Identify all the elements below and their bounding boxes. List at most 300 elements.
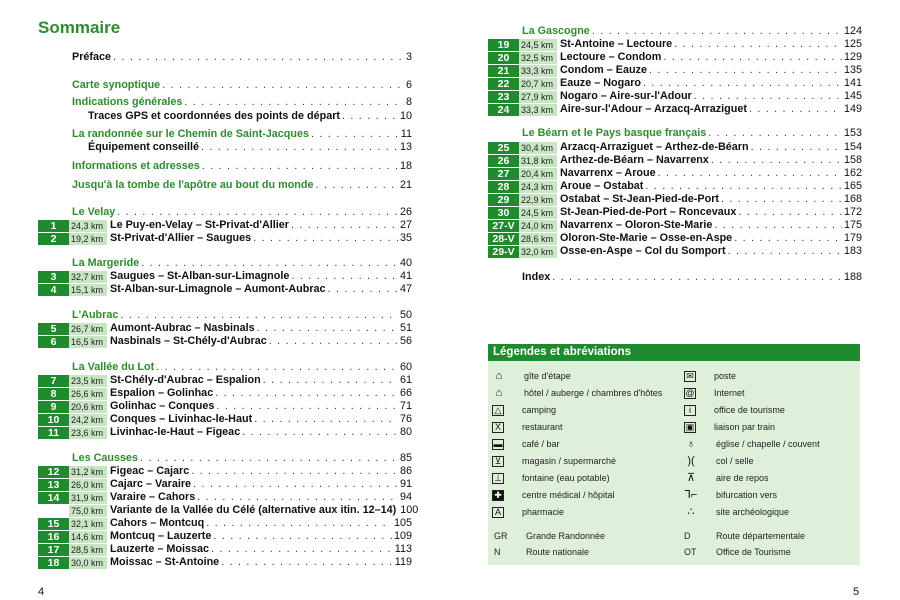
stage-number-badge: 27-V bbox=[488, 220, 519, 232]
abbreviation-text: Route départementale bbox=[716, 531, 806, 541]
stage-distance: 14,6 km bbox=[69, 531, 107, 543]
stage-distance: 24,3 km bbox=[69, 220, 107, 232]
stage-distance: 23,5 km bbox=[69, 375, 107, 387]
dot-leader bbox=[658, 167, 842, 180]
toc-entry-label: Eauze – Nogaro bbox=[560, 77, 641, 89]
toc-section-row[interactable] bbox=[38, 79, 412, 92]
dot-leader bbox=[263, 374, 398, 387]
toc-stage-row[interactable] bbox=[38, 335, 412, 348]
toc-entry-label: Préface bbox=[72, 51, 112, 63]
toc-page-number: 41 bbox=[399, 270, 412, 282]
toc-page-number: 61 bbox=[399, 374, 412, 386]
house-outline-icon: ⌂ bbox=[495, 387, 503, 399]
toc-entry-label: Lauzerte – Moissac bbox=[110, 543, 210, 555]
toc-entry-label: Moissac – St-Antoine bbox=[110, 556, 220, 568]
toc-stage-row[interactable] bbox=[38, 517, 412, 530]
legend-text: site archéologique bbox=[716, 507, 790, 517]
dot-leader bbox=[120, 309, 398, 322]
toc-page-number: 80 bbox=[399, 426, 412, 438]
toc-entry-label: La randonnée sur le Chemin de Saint-Jacques bbox=[72, 128, 309, 140]
dot-leader bbox=[269, 335, 398, 348]
toc-section-row[interactable] bbox=[38, 128, 412, 141]
toc-page-number: 145 bbox=[843, 90, 862, 102]
dot-leader bbox=[643, 77, 842, 90]
stage-distance: 30,4 km bbox=[519, 142, 557, 154]
dot-leader bbox=[216, 400, 398, 413]
toc-stage-row[interactable] bbox=[488, 193, 862, 206]
toc-stage-row[interactable] bbox=[488, 77, 862, 90]
stage-distance: 26,7 km bbox=[69, 323, 107, 335]
toc-page-number: 175 bbox=[843, 219, 862, 231]
dot-leader bbox=[184, 96, 404, 109]
toc-entry-label: Navarrenx – Oloron-Ste-Marie bbox=[560, 219, 713, 231]
toc-entry-label: Livinhac-le-Haut – Figeac bbox=[110, 426, 241, 438]
dot-leader bbox=[645, 180, 842, 193]
toc-stage-row[interactable] bbox=[38, 504, 419, 517]
stage-distance: 24,5 km bbox=[519, 207, 557, 219]
legend-item bbox=[492, 506, 564, 518]
toc-stage-row[interactable] bbox=[38, 322, 412, 335]
toc-entry-label: St-Privat-d'Allier – Saugues bbox=[110, 232, 252, 244]
dot-leader bbox=[215, 387, 398, 400]
toc-page-number: 71 bbox=[399, 400, 412, 412]
legend-item bbox=[684, 404, 785, 416]
dot-leader bbox=[311, 128, 399, 141]
toc-row[interactable] bbox=[38, 51, 412, 64]
stage-distance: 16,5 km bbox=[69, 336, 107, 348]
toc-page-number: 35 bbox=[399, 232, 412, 244]
dot-leader bbox=[206, 517, 392, 530]
stage-distance: 20,7 km bbox=[519, 78, 557, 90]
toc-stage-row[interactable] bbox=[488, 167, 862, 180]
toc-page-number: 51 bbox=[399, 322, 412, 334]
toc-entry-label: Aire-sur-l'Adour – Arzacq-Arraziguet bbox=[560, 103, 747, 115]
toc-page-number: 141 bbox=[843, 77, 862, 89]
dot-leader bbox=[674, 38, 842, 51]
stage-number-badge: 22 bbox=[488, 78, 519, 90]
legend-text: col / selle bbox=[716, 456, 754, 466]
toc-page-number: 119 bbox=[394, 556, 412, 568]
toc-entry-label: Variante de la Vallée du Célé (alternative aux itin. 12–14) bbox=[110, 504, 397, 516]
stage-distance: 30,0 km bbox=[69, 557, 107, 569]
toc-section-row[interactable] bbox=[38, 206, 412, 219]
toc-entry-label: Montcuq – Lauzerte bbox=[110, 530, 212, 542]
legend-item bbox=[684, 489, 777, 501]
toc-entry-label: Jusqu'à la tombe de l'apôtre au bout du monde bbox=[72, 179, 314, 191]
dot-leader bbox=[197, 491, 398, 504]
stage-distance: 31,9 km bbox=[69, 492, 107, 504]
toc-stage-row[interactable] bbox=[488, 51, 862, 64]
toc-stage-row[interactable] bbox=[488, 154, 862, 167]
legend-item bbox=[684, 472, 769, 484]
toc-stage-row[interactable] bbox=[488, 232, 862, 245]
toc-stage-row[interactable] bbox=[38, 478, 412, 491]
stage-distance: 19,2 km bbox=[69, 233, 107, 245]
legend-item bbox=[684, 455, 754, 467]
toc-stage-row[interactable] bbox=[488, 245, 862, 258]
toc-page-number: 188 bbox=[843, 271, 862, 283]
toc-page-number: 179 bbox=[843, 232, 862, 244]
toc-page-number: 76 bbox=[399, 413, 412, 425]
dot-leader bbox=[738, 206, 842, 219]
toc-stage-row[interactable] bbox=[38, 543, 412, 556]
stage-distance: 24,3 km bbox=[519, 181, 557, 193]
toc-page-number: 13 bbox=[399, 141, 412, 153]
stage-distance: 32,5 km bbox=[519, 52, 557, 64]
toc-section-row[interactable] bbox=[38, 96, 412, 109]
toc-entry-label: Lectoure – Condom bbox=[560, 51, 662, 63]
toc-page-number: 100 bbox=[400, 504, 419, 516]
legend-item bbox=[684, 506, 789, 518]
dot-leader bbox=[728, 245, 842, 258]
abbreviation-text: Grande Randonnée bbox=[526, 531, 606, 541]
legend-text: pharmacie bbox=[522, 507, 565, 517]
toc-section-row[interactable] bbox=[38, 309, 412, 322]
stage-number-badge: 16 bbox=[38, 531, 69, 543]
stage-number-badge: 17 bbox=[38, 544, 69, 556]
dot-leader bbox=[749, 103, 842, 116]
stage-number-badge: 19 bbox=[488, 39, 519, 51]
dot-leader bbox=[162, 79, 404, 92]
legend-text: café / bar bbox=[522, 439, 560, 449]
toc-page-number: 11 bbox=[400, 128, 412, 140]
toc-stage-row[interactable] bbox=[488, 141, 862, 154]
dot-leader bbox=[257, 322, 398, 335]
toc-entry-label: Varaire – Cahors bbox=[110, 491, 196, 503]
toc-entry-label: Oloron-Ste-Marie – Osse-en-Aspe bbox=[560, 232, 733, 244]
toc-entry-label: Nasbinals – St-Chély-d'Aubrac bbox=[110, 335, 267, 347]
legend-text: Internet bbox=[714, 388, 745, 398]
stage-number-badge: 20 bbox=[488, 52, 519, 64]
dot-leader bbox=[191, 465, 398, 478]
toc-entry-label: Figeac – Cajarc bbox=[110, 465, 190, 477]
dot-leader bbox=[221, 556, 393, 569]
dot-leader bbox=[342, 110, 398, 123]
toc-entry-label: Conques – Livinhac-le-Haut bbox=[110, 413, 253, 425]
stage-number-badge: 28-V bbox=[488, 233, 519, 245]
toc-page-number: 56 bbox=[399, 335, 412, 347]
legend-text: poste bbox=[714, 371, 737, 381]
stage-distance: 15,1 km bbox=[69, 284, 107, 296]
stage-number-badge: 6 bbox=[38, 336, 69, 348]
dot-leader bbox=[328, 283, 398, 296]
toc-page-number: 168 bbox=[843, 193, 862, 205]
stage-distance: 31,2 km bbox=[69, 466, 107, 478]
toc-entry-label: Ostabat – St-Jean-Pied-de-Port bbox=[560, 193, 719, 205]
toc-page-number: 113 bbox=[394, 543, 412, 555]
toc-stage-row[interactable] bbox=[38, 465, 412, 478]
legend-text: camping bbox=[522, 405, 557, 415]
legend-item bbox=[492, 404, 556, 416]
toc-stage-row[interactable] bbox=[38, 413, 412, 426]
toc-entry-label: Navarrenx – Aroue bbox=[560, 167, 656, 179]
toc-stage-row[interactable] bbox=[38, 426, 412, 439]
toc-entry-label: La Margeride bbox=[72, 257, 140, 269]
abbreviation-item bbox=[494, 546, 589, 558]
toc-page-number: 18 bbox=[399, 160, 412, 172]
toc-stage-row[interactable] bbox=[38, 491, 412, 504]
toc-page-number: 10 bbox=[399, 110, 412, 122]
legend-item bbox=[492, 438, 560, 450]
toc-page-number: 125 bbox=[843, 38, 862, 50]
toc-entry-label: Indications générales bbox=[72, 96, 183, 108]
toc-page-number: 149 bbox=[843, 103, 862, 115]
stage-number-badge: 29 bbox=[488, 194, 519, 206]
toc-stage-row[interactable] bbox=[38, 387, 412, 400]
stage-distance: 31,8 km bbox=[519, 155, 557, 167]
archaeology-icon: ∴ bbox=[687, 506, 695, 518]
toc-entry-label: Golinhac – Conques bbox=[110, 400, 215, 412]
info-icon: i bbox=[684, 405, 696, 416]
toc-page-number: 47 bbox=[399, 283, 412, 295]
toc-entry-label: St-Jean-Pied-de-Port – Roncevaux bbox=[560, 206, 737, 218]
legend-item bbox=[684, 387, 745, 399]
stage-distance: 28,5 km bbox=[69, 544, 107, 556]
legend-text: aire de repos bbox=[716, 473, 769, 483]
toc-page-number: 27 bbox=[399, 219, 412, 231]
dot-leader bbox=[663, 51, 842, 64]
abbreviation-item bbox=[684, 546, 791, 558]
legend-item bbox=[684, 438, 820, 450]
toc-page-number: 6 bbox=[405, 79, 412, 91]
house-filled-icon: ⌂ bbox=[495, 370, 503, 382]
stage-number-badge: 29-V bbox=[488, 246, 519, 258]
toc-page-number: 40 bbox=[399, 257, 412, 269]
toc-page-number: 8 bbox=[405, 96, 412, 108]
toc-page-number: 158 bbox=[843, 154, 862, 166]
toc-page-number: 60 bbox=[399, 361, 412, 373]
tent-icon: △ bbox=[492, 405, 504, 416]
toc-entry-label: L'Aubrac bbox=[72, 309, 119, 321]
dot-leader bbox=[201, 141, 398, 154]
toc-page-number: 129 bbox=[843, 51, 862, 63]
dot-leader bbox=[592, 25, 842, 38]
dot-leader bbox=[202, 160, 398, 173]
stage-number-badge: 2 bbox=[38, 233, 69, 245]
dot-leader bbox=[253, 232, 398, 245]
stage-number-badge: 21 bbox=[488, 65, 519, 77]
toc-stage-row[interactable] bbox=[38, 530, 412, 543]
toc-entry-label: Les Causses bbox=[72, 452, 139, 464]
toc-entry-label: St-Chély-d'Aubrac – Espalion bbox=[110, 374, 261, 386]
toc-entry-label: Informations et adresses bbox=[72, 160, 200, 172]
toc-row[interactable] bbox=[38, 141, 412, 154]
stage-number-badge: 11 bbox=[38, 427, 69, 439]
dot-leader bbox=[714, 219, 842, 232]
toc-section-row[interactable] bbox=[488, 127, 862, 140]
cart-icon: ⊻ bbox=[492, 456, 504, 467]
legend-text: gîte d'étape bbox=[524, 371, 571, 381]
rest-area-icon: ⊼ bbox=[686, 472, 696, 484]
dot-leader bbox=[193, 478, 398, 491]
abbreviation-text: Route nationale bbox=[526, 547, 590, 557]
toc-page-number: 86 bbox=[399, 465, 412, 477]
dot-leader bbox=[141, 257, 398, 270]
stage-number-badge: 4 bbox=[38, 284, 69, 296]
pass-icon: )( bbox=[687, 455, 695, 467]
toc-entry-label: Traces GPS et coordonnées des points de départ bbox=[88, 110, 340, 122]
dot-leader bbox=[694, 90, 842, 103]
toc-page-number: 183 bbox=[843, 245, 862, 257]
abbreviation-item bbox=[494, 530, 605, 542]
stage-distance: 75,0 km bbox=[69, 505, 107, 517]
stage-distance: 33,3 km bbox=[519, 104, 557, 116]
toc-entry-label: Le Puy-en-Velay – St-Privat-d'Allier bbox=[110, 219, 289, 231]
restaurant-icon: X bbox=[492, 422, 504, 433]
toc-page-number: 50 bbox=[399, 309, 412, 321]
toc-entry-label: Arzacq-Arraziguet – Arthez-de-Béarn bbox=[560, 141, 749, 153]
page-title: Sommaire bbox=[38, 18, 121, 37]
toc-entry-label: Index bbox=[522, 271, 551, 283]
stage-number-badge: 23 bbox=[488, 91, 519, 103]
legend-text: centre médical / hôpital bbox=[522, 490, 615, 500]
toc-stage-row[interactable] bbox=[38, 219, 412, 232]
toc-page-number: 26 bbox=[399, 206, 412, 218]
toc-entry-label: Cajarc – Varaire bbox=[110, 478, 192, 490]
stage-distance: 24,5 km bbox=[519, 39, 557, 51]
toc-entry-label: Le Béarn et le Pays basque français bbox=[522, 127, 707, 139]
legend-text: bifurcation vers bbox=[716, 490, 778, 500]
toc-section-row[interactable] bbox=[488, 25, 862, 38]
at-icon: @ bbox=[685, 387, 695, 398]
toc-entry-label: Cahors – Montcuq bbox=[110, 517, 205, 529]
legend-item bbox=[684, 370, 736, 382]
dot-leader bbox=[113, 51, 404, 64]
stage-distance: 22,9 km bbox=[519, 194, 557, 206]
legend-item bbox=[492, 455, 616, 467]
dot-leader bbox=[117, 206, 398, 219]
medical-cross-icon: ✚ bbox=[492, 490, 504, 501]
toc-stage-row[interactable] bbox=[488, 103, 862, 116]
dot-leader bbox=[316, 179, 398, 192]
abbreviation-code: OT bbox=[684, 547, 697, 557]
stage-distance: 33,3 km bbox=[519, 65, 557, 77]
stage-number-badge: 27 bbox=[488, 168, 519, 180]
fork-icon: ⅂⌐ bbox=[684, 489, 698, 501]
legend-item bbox=[492, 421, 563, 433]
toc-stage-row[interactable] bbox=[488, 64, 862, 77]
dot-leader bbox=[734, 232, 842, 245]
toc-page-number: 153 bbox=[843, 127, 862, 139]
toc-page-number: 3 bbox=[405, 51, 412, 63]
stage-distance: 27,9 km bbox=[519, 91, 557, 103]
stage-number-badge: 7 bbox=[38, 375, 69, 387]
stage-distance: 24,0 km bbox=[519, 220, 557, 232]
legend-text: église / chapelle / couvent bbox=[716, 439, 820, 449]
toc-row[interactable] bbox=[488, 271, 862, 284]
stage-number-badge: 28 bbox=[488, 181, 519, 193]
toc-section-row[interactable] bbox=[38, 361, 412, 374]
toc-stage-row[interactable] bbox=[488, 219, 862, 232]
legend-text: magasin / supermarché bbox=[522, 456, 617, 466]
pharmacy-icon: A bbox=[492, 507, 504, 518]
dot-leader bbox=[242, 426, 398, 439]
toc-page-number: 94 bbox=[399, 491, 412, 503]
abbreviation-item bbox=[684, 530, 805, 542]
toc-stage-row[interactable] bbox=[488, 180, 862, 193]
toc-stage-row[interactable] bbox=[38, 283, 412, 296]
stage-number-badge: 18 bbox=[38, 557, 69, 569]
toc-entry-label: Le Velay bbox=[72, 206, 116, 218]
stage-distance: 32,0 km bbox=[519, 246, 557, 258]
stage-number-badge: 13 bbox=[38, 479, 69, 491]
toc-section-row[interactable] bbox=[38, 160, 412, 173]
toc-section-row[interactable] bbox=[38, 452, 412, 465]
toc-page-number: 66 bbox=[399, 387, 412, 399]
toc-page-number: 85 bbox=[399, 452, 412, 464]
stage-number-badge: 3 bbox=[38, 271, 69, 283]
dot-leader bbox=[711, 154, 842, 167]
stage-number-badge: 1 bbox=[38, 220, 69, 232]
toc-stage-row[interactable] bbox=[488, 90, 862, 103]
toc-stage-row[interactable] bbox=[38, 400, 412, 413]
toc-stage-row[interactable] bbox=[488, 206, 862, 219]
dot-leader bbox=[751, 141, 842, 154]
toc-entry-label: Arthez-de-Béarn – Navarrenx bbox=[560, 154, 709, 166]
stage-number-badge: 10 bbox=[38, 414, 69, 426]
toc-stage-row[interactable] bbox=[38, 556, 412, 569]
dot-leader bbox=[291, 219, 398, 232]
stage-number-badge: 30 bbox=[488, 207, 519, 219]
legend-item bbox=[492, 370, 571, 382]
toc-row[interactable] bbox=[38, 110, 412, 123]
stage-number-badge: 15 bbox=[38, 518, 69, 530]
toc-entry-label: Aroue – Ostabat bbox=[560, 180, 644, 192]
toc-entry-label: Aumont-Aubrac – Nasbinals bbox=[110, 322, 255, 334]
page-number-left: 4 bbox=[38, 586, 45, 598]
stage-number-badge: 24 bbox=[488, 104, 519, 116]
dot-leader bbox=[211, 543, 393, 556]
dot-leader bbox=[552, 271, 842, 284]
stage-distance: 20,4 km bbox=[519, 168, 557, 180]
stage-distance: 32,7 km bbox=[69, 271, 107, 283]
abbreviation-code: D bbox=[684, 531, 691, 541]
church-icon: ♁ bbox=[686, 438, 696, 450]
toc-page-number: 105 bbox=[393, 517, 412, 529]
fountain-icon: ⊥ bbox=[492, 473, 504, 484]
toc-page-number: 172 bbox=[843, 206, 862, 218]
stage-number-badge: 25 bbox=[488, 142, 519, 154]
toc-entry-label: Osse-en-Aspe – Col du Somport bbox=[560, 245, 726, 257]
stage-number-badge: 8 bbox=[38, 388, 69, 400]
stage-distance: 23,6 km bbox=[69, 427, 107, 439]
dot-leader bbox=[156, 361, 398, 374]
abbreviation-text: Office de Tourisme bbox=[716, 547, 791, 557]
toc-page-number: 21 bbox=[399, 179, 412, 191]
stage-number-badge: 5 bbox=[38, 323, 69, 335]
toc-stage-row[interactable] bbox=[38, 374, 412, 387]
dot-leader bbox=[291, 270, 398, 283]
toc-entry-label: Équipement conseillé bbox=[88, 141, 199, 153]
toc-page-number: 109 bbox=[393, 530, 412, 542]
dot-leader bbox=[213, 530, 392, 543]
legend-item bbox=[684, 421, 775, 433]
cafe-icon: ▬ bbox=[493, 438, 503, 449]
toc-section-row[interactable] bbox=[38, 179, 412, 192]
stage-distance: 20,6 km bbox=[69, 401, 107, 413]
toc-entry-label: Saugues – St-Alban-sur-Limagnole bbox=[110, 270, 290, 282]
dot-leader bbox=[254, 413, 398, 426]
stage-distance: 26,0 km bbox=[69, 479, 107, 491]
toc-stage-row[interactable] bbox=[38, 232, 412, 245]
toc-stage-row[interactable] bbox=[38, 270, 412, 283]
toc-section-row[interactable] bbox=[38, 257, 412, 270]
toc-stage-row[interactable] bbox=[488, 38, 862, 51]
toc-page-number: 162 bbox=[843, 167, 862, 179]
toc-page-number: 135 bbox=[843, 64, 862, 76]
toc-entry-label: La Vallée du Lot bbox=[72, 361, 155, 373]
mail-icon: ✉ bbox=[684, 371, 696, 382]
